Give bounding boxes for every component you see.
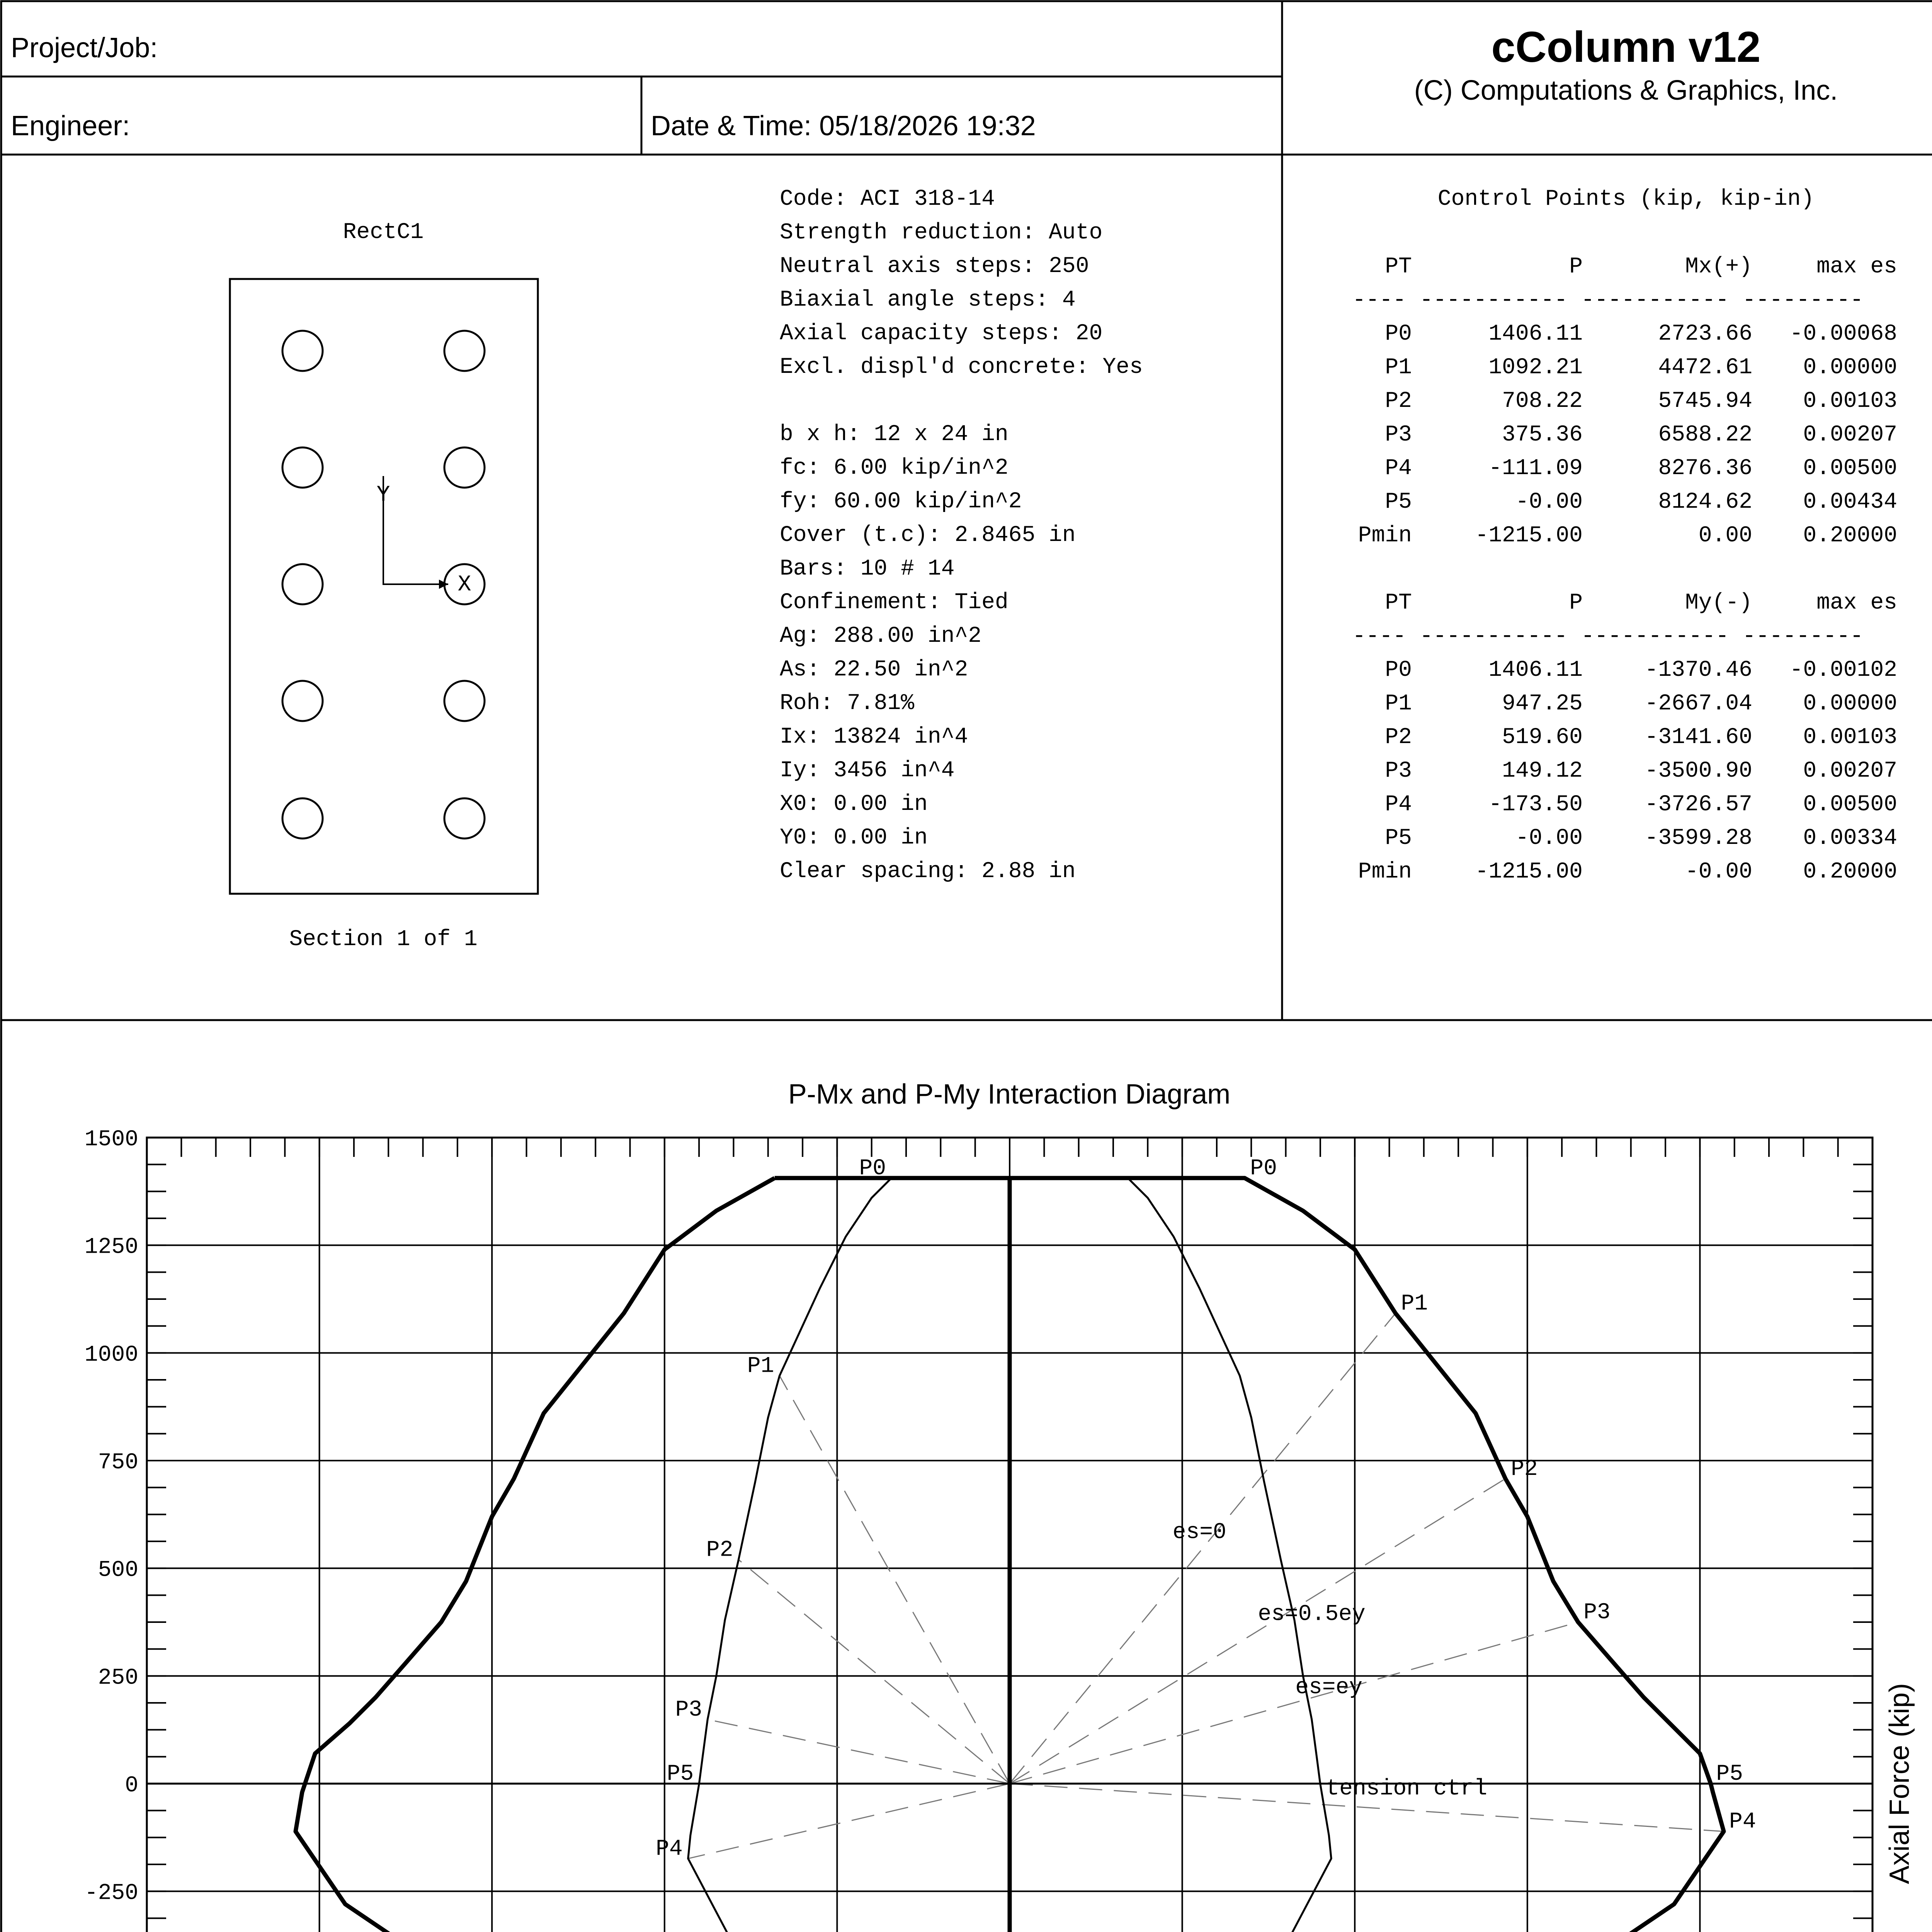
table-cell: 0.20000 [1803, 859, 1897, 884]
rebar-circle [444, 681, 485, 721]
section-footer: Section 1 of 1 [289, 927, 478, 952]
table-cell: P5 [1385, 490, 1412, 515]
control-point-labels [656, 1156, 1756, 1862]
table-cell: -1370.46 [1645, 658, 1752, 683]
table-cell: -0.00068 [1789, 321, 1897, 347]
table-cell: 0.00207 [1803, 759, 1897, 784]
property-line: X0: 0.00 in [780, 792, 928, 817]
property-line: Iy: 3456 in^4 [780, 758, 955, 783]
section-name: RectC1 [343, 220, 424, 245]
control-point-label: P3 [675, 1697, 702, 1723]
table-cell: -3599.28 [1645, 826, 1752, 851]
table-cell: P4 [1385, 456, 1412, 481]
table-header-cell: Mx(+) [1685, 254, 1752, 279]
table-cell: 8276.36 [1658, 456, 1752, 481]
table-cell: P2 [1385, 725, 1412, 750]
table-cell: 8124.62 [1658, 490, 1752, 515]
property-line: Excl. displ'd concrete: Yes [780, 355, 1143, 380]
local-axis-x-label: X [457, 572, 471, 597]
local-axis-y-label: Y [376, 483, 390, 508]
property-line: Confinement: Tied [780, 590, 1009, 615]
rebar-circle [444, 331, 485, 371]
y-tick-labels [71, 1127, 138, 1932]
y-tick-label: 1250 [84, 1235, 138, 1260]
section-properties-list [780, 187, 1143, 884]
property-line: Bars: 10 # 14 [780, 556, 955, 582]
radial-line [1010, 1479, 1505, 1784]
copyright-text: (C) Computations & Graphics, Inc. [1414, 75, 1838, 106]
table-cell: -3726.57 [1645, 792, 1752, 817]
rebar-circle [282, 681, 323, 721]
table-header-cell: My(-) [1685, 590, 1752, 616]
property-line: fy: 60.00 kip/in^2 [780, 489, 1022, 514]
chart-title: P-Mx and P-My Interaction Diagram [788, 1079, 1231, 1110]
property-line: Strength reduction: Auto [780, 220, 1103, 245]
table-cell: 0.00000 [1803, 691, 1897, 716]
control-point-label: P2 [706, 1537, 733, 1563]
engineer-label: Engineer: [11, 111, 130, 141]
control-points-title: Control Points (kip, kip-in) [1437, 187, 1815, 212]
local-axis-lines [383, 476, 448, 584]
table-header-cell: max es [1816, 590, 1897, 616]
control-point-label: P5 [1716, 1762, 1743, 1787]
table-cell: 708.22 [1502, 389, 1583, 414]
radial-line [688, 1784, 1010, 1859]
table-cell: -2667.04 [1645, 691, 1752, 716]
property-line: Code: ACI 318-14 [780, 187, 995, 212]
table-cell: 1406.11 [1488, 321, 1583, 347]
table-header-cell: P [1569, 254, 1583, 279]
control-point-label: P1 [747, 1354, 774, 1379]
control-point-label: P0 [1250, 1156, 1277, 1181]
chart-zero-axes [147, 1178, 1872, 1932]
property-line: b x h: 12 x 24 in [780, 422, 1009, 447]
control-points-tables [1352, 254, 1897, 884]
y-tick-label: 750 [98, 1450, 138, 1475]
table-cell: P4 [1385, 792, 1412, 817]
strain-annotation: es=0.5ey [1258, 1602, 1366, 1627]
rebar-circle [282, 447, 323, 488]
y-tick-label: 1500 [84, 1127, 138, 1152]
control-point-label: P0 [859, 1156, 886, 1181]
table-cell: 6588.22 [1658, 422, 1752, 447]
section-outline [230, 279, 538, 894]
property-line: Ag: 288.00 in^2 [780, 624, 982, 649]
table-cell: 0.00 [1698, 523, 1752, 548]
y-axis-label: Axial Force (kip) [1884, 1683, 1915, 1884]
x-axis-arrowhead [439, 580, 448, 589]
table-cell: P0 [1385, 658, 1412, 683]
property-line: Roh: 7.81% [780, 691, 915, 716]
table-cell: 0.00207 [1803, 422, 1897, 447]
interaction-diagram [71, 1079, 1915, 1932]
table-header-cell: P [1569, 590, 1583, 616]
property-line: Neutral axis steps: 250 [780, 254, 1089, 279]
table-cell: P5 [1385, 826, 1412, 851]
table-cell: -0.00102 [1789, 658, 1897, 683]
table-cell: P2 [1385, 389, 1412, 414]
table-cell: P1 [1385, 691, 1412, 716]
table-cell: -0.00 [1515, 826, 1583, 851]
rebar-circle [282, 564, 323, 604]
table-cell: P3 [1385, 759, 1412, 784]
control-point-label: P2 [1511, 1456, 1538, 1482]
table-cell: 0.00500 [1803, 792, 1897, 817]
control-point-label: P3 [1583, 1600, 1611, 1625]
table-header-cell: max es [1816, 254, 1897, 279]
property-line: Cover (t.c): 2.8465 in [780, 523, 1076, 548]
table-cell: 0.00334 [1803, 826, 1897, 851]
property-line: Biaxial angle steps: 4 [780, 287, 1076, 313]
table-cell: 0.00103 [1803, 389, 1897, 414]
rebar-circle [444, 447, 485, 488]
strain-annotation: es=0 [1172, 1520, 1226, 1545]
table-cell: P3 [1385, 422, 1412, 447]
control-point-label: P5 [667, 1762, 694, 1787]
table-cell: -0.00 [1685, 859, 1752, 884]
table-cell: 5745.94 [1658, 389, 1752, 414]
rebar-circle [282, 798, 323, 838]
table-cell: P1 [1385, 355, 1412, 380]
table-rule: ---- ----------- ----------- --------- [1352, 288, 1864, 313]
property-line: fc: 6.00 kip/in^2 [780, 456, 1009, 481]
table-cell: 0.00434 [1803, 490, 1897, 515]
table-cell: 0.00000 [1803, 355, 1897, 380]
property-line: As: 22.50 in^2 [780, 657, 968, 682]
table-cell: 0.00103 [1803, 725, 1897, 750]
table-cell: 4472.61 [1658, 355, 1752, 380]
strain-annotation: es=ey [1295, 1675, 1363, 1700]
table-cell: 1092.21 [1488, 355, 1583, 380]
property-line: Y0: 0.00 in [780, 825, 928, 850]
table-header-cell: PT [1385, 590, 1412, 616]
table-cell: -3141.60 [1645, 725, 1752, 750]
radial-line [779, 1376, 1010, 1784]
table-cell: -3500.90 [1645, 759, 1752, 784]
radial-line [1010, 1313, 1396, 1784]
app-title: cColumn v12 [1491, 23, 1761, 71]
table-cell: 2723.66 [1658, 321, 1752, 347]
radial-line [1010, 1622, 1578, 1784]
table-cell: P0 [1385, 321, 1412, 347]
table-cell: Pmin [1358, 859, 1412, 884]
table-cell: -1215.00 [1475, 859, 1583, 884]
table-cell: 0.20000 [1803, 523, 1897, 548]
property-line: Clear spacing: 2.88 in [780, 859, 1076, 884]
project-job-label: Project/Job: [11, 32, 158, 63]
y-tick-label: 500 [98, 1558, 138, 1583]
table-rule: ---- ----------- ----------- --------- [1352, 624, 1864, 649]
radial-line [738, 1560, 1010, 1784]
table-cell: 1406.11 [1488, 658, 1583, 683]
rebar-circle [282, 331, 323, 371]
table-cell: 375.36 [1502, 422, 1583, 447]
radial-strain-lines [688, 1313, 1724, 1859]
table-cell: 149.12 [1502, 759, 1583, 784]
table-cell: -0.00 [1515, 490, 1583, 515]
section-drawing [230, 220, 538, 952]
table-cell: 519.60 [1502, 725, 1583, 750]
radial-line [707, 1719, 1010, 1784]
table-cell: -111.09 [1488, 456, 1583, 481]
strain-annotation: tension ctrl [1326, 1776, 1488, 1801]
table-cell: -173.50 [1488, 792, 1583, 817]
control-point-label: P4 [656, 1836, 683, 1862]
table-cell: 0.00500 [1803, 456, 1897, 481]
property-line: Ix: 13824 in^4 [780, 724, 968, 750]
y-tick-label: 1000 [84, 1342, 138, 1368]
table-cell: -1215.00 [1475, 523, 1583, 548]
table-cell: Pmin [1358, 523, 1412, 548]
property-line: Axial capacity steps: 20 [780, 321, 1103, 346]
strain-annotations [1173, 1520, 1487, 1801]
y-tick-label: 0 [125, 1773, 138, 1798]
rebar-circle [444, 798, 485, 838]
y-tick-label: -250 [84, 1881, 138, 1906]
control-point-label: P4 [1729, 1809, 1756, 1835]
control-point-label: P1 [1401, 1291, 1428, 1316]
table-header-cell: PT [1385, 254, 1412, 279]
table-cell: 947.25 [1502, 691, 1583, 716]
datetime-label: Date & Time: 05/18/2026 19:32 [651, 111, 1036, 141]
y-tick-label: 250 [98, 1665, 138, 1691]
